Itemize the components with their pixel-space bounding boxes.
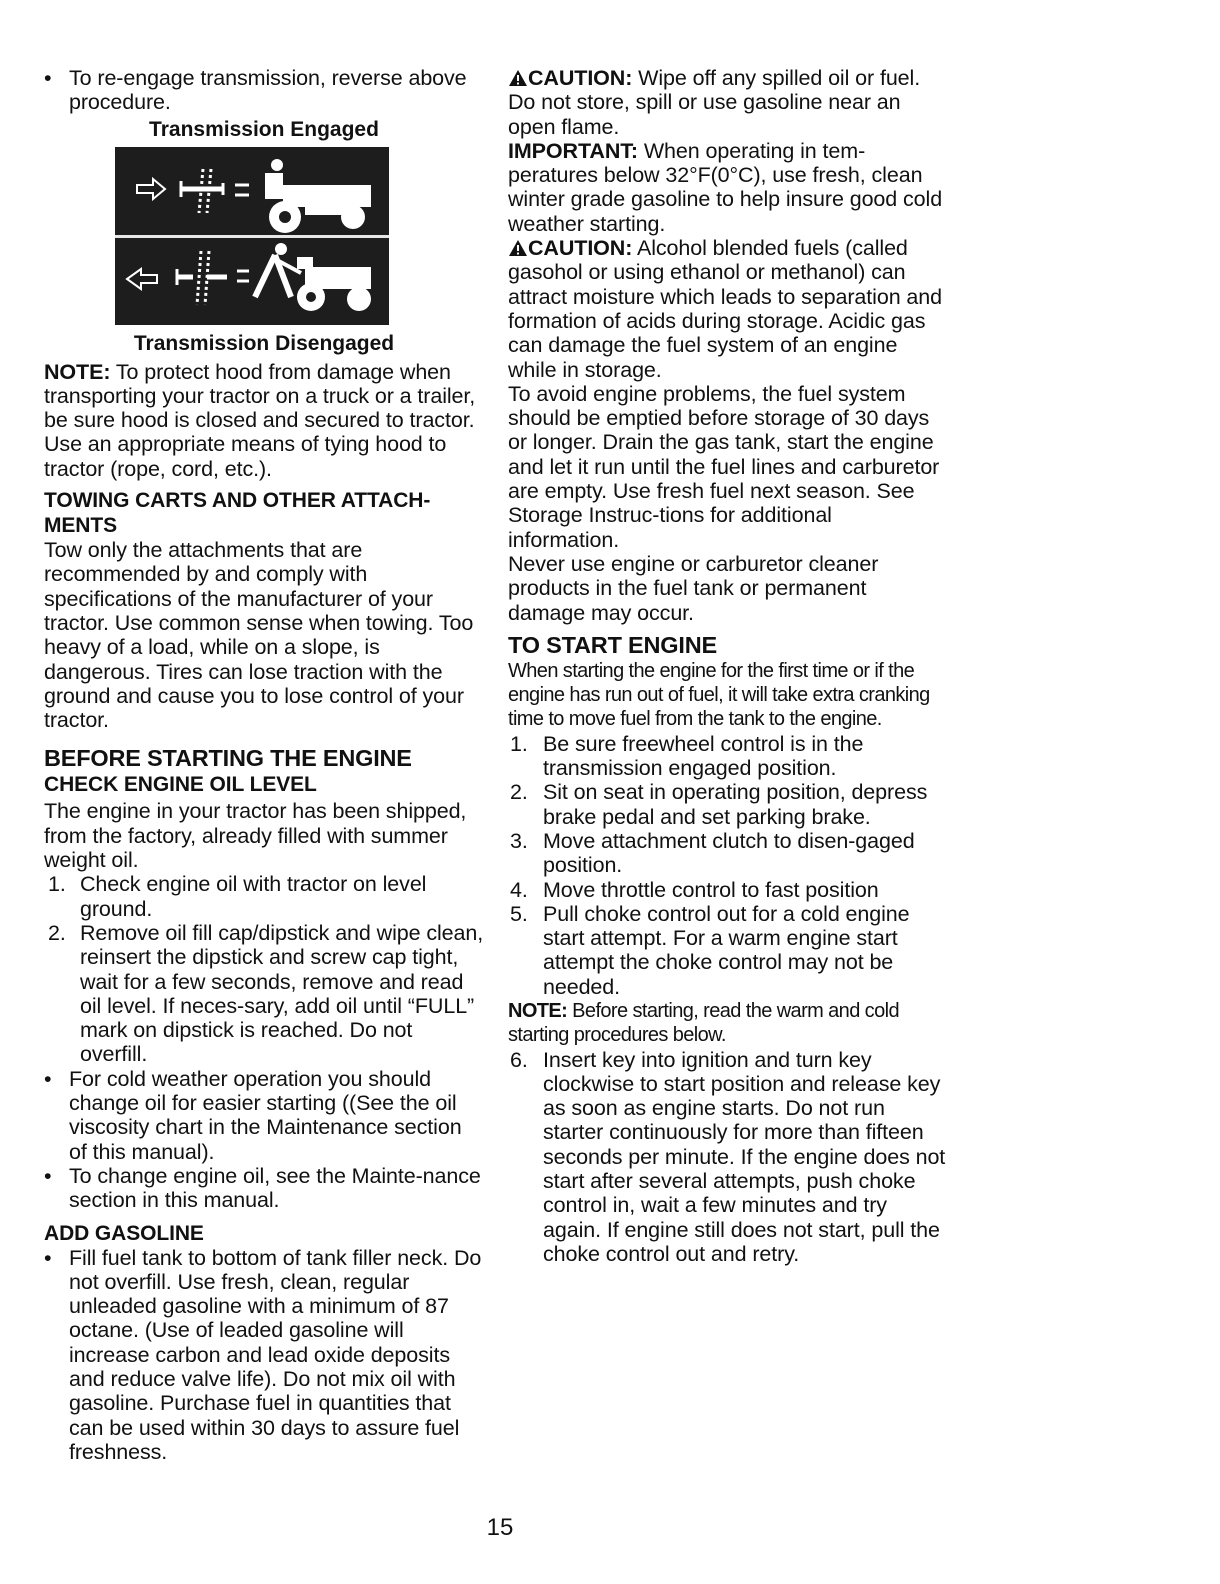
start-intro: When starting the engine for the first time or if the engine has run out of fuel, it will take extra cranking time to move fuel from the tank to the engine. (508, 659, 930, 731)
before-starting-heading: BEFORE STARTING THE ENGINE (44, 745, 412, 772)
warning-triangle-icon (508, 239, 528, 257)
caution-label: CAUTION: (528, 66, 633, 90)
step-text: Remove oil fill cap/dipstick and wipe clean, reinsert the dipstick and screw cap tight, wait for a few seconds, remove and read oil level. If neces-sary, add oil until “FULL” mark on dipstick is reached. Do not overfill. (80, 920, 484, 1067)
step-number: 2. (48, 920, 66, 945)
caution-text: Wipe off any spilled oil or fuel. Do not store, spill or use gasoline near an open flame. (508, 66, 921, 139)
warning-triangle-icon (508, 69, 528, 87)
step-number: 3. (510, 828, 528, 853)
oil-bullet-change: • To change engine oil, see the Mainte-nance section in this manual. (44, 1164, 484, 1213)
start-step-4 (508, 878, 948, 902)
note-text: To protect hood from damage when transporting your tractor on a truck or a trailer, be sure hood is closed and secured to tractor. Use an appropriate means of tying hood to tractor (rope, cord, etc.). (44, 359, 476, 481)
caption-engaged: Transmission Engaged (149, 117, 379, 141)
important-cold (508, 139, 948, 236)
step-text: Pull choke control out for a cold engine start attempt. For a warm engine start attempt the choke control may not be needed. (543, 901, 910, 999)
figure-divider (115, 235, 389, 238)
step-number: 2. (510, 780, 528, 805)
step-text: Move throttle control to fast position (543, 877, 879, 902)
right-column (508, 66, 948, 1266)
step-text: Check engine oil with tractor on level ground. (80, 872, 427, 921)
step-number: 5. (510, 901, 528, 926)
step-text: Move attachment clutch to disen-gaged position. (543, 828, 915, 878)
caution-text: Alcohol blended fuels (called gasohol or using ethanol or methanol) can attract moisture which leads to separation and formation of acids during storage. Acidic gas can damage the fuel system of an engine while in storage. (508, 236, 942, 382)
start-step-2 (508, 780, 948, 829)
oil-step-2 (44, 921, 484, 1067)
step-number: 1. (510, 731, 528, 756)
start-step-1 (508, 732, 948, 781)
step-text: Sit on seat in operating position, depress brake pedal and set parking brake. (543, 780, 928, 829)
start-note (508, 999, 948, 1048)
reengage-bullet: • To re-engage transmission, reverse above procedure. (44, 66, 484, 115)
step-number: 6. (510, 1047, 528, 1072)
caution-label: CAUTION: (528, 236, 633, 261)
oil-level-heading: CHECK ENGINE OIL LEVEL (44, 773, 317, 797)
step-text: Be sure freewheel control is in the transmission engaged position. (543, 731, 864, 781)
gasoline-bullet: • Fill fuel tank to bottom of tank filler neck. Do not overfill. Use fresh, clean, regular unleaded gasoline with a minimum of 87 octane. (Use of leaded gasoline will increase carbon and lead oxide deposits and reduce valve life). Do not mix oil with gasoline. Purchase fuel in quantities that can be used within 30 days to assure fuel freshness. (44, 1246, 484, 1465)
note-label: NOTE: (508, 999, 568, 1022)
step-number: 1. (48, 872, 66, 897)
start-engine-heading: TO START ENGINE (508, 631, 717, 658)
page-number: 15 (486, 1514, 514, 1541)
step-number: 4. (510, 877, 528, 902)
start-step-3 (508, 829, 948, 878)
hood-note (44, 360, 484, 481)
caption-disengaged: Transmission Disengaged (133, 331, 395, 355)
note-label: NOTE: (44, 359, 111, 384)
important-text: When operating in tem-peratures below 32°F(0°C), use fresh, clean winter grade gasoline to help insure good cold weather starting. (508, 138, 943, 236)
start-step-5 (508, 902, 948, 999)
note-text: Before starting, read the warm and cold starting procedures below. (508, 999, 899, 1047)
avoid-problems-text: To avoid engine problems, the fuel system should be emptied before storage of 30 days or longer. Drain the gas tank, start the engine and let it run until the fuel lines and carburetor are empty. Use fresh fuel next season. See Storage Instruc-tions for additional information. (508, 381, 940, 552)
oil-bullet-cold: • For cold weather operation you should change oil for easier starting ((See the oil viscosity chart in the Maintenance section of this manual). (44, 1067, 484, 1164)
towing-heading: TOWING CARTS AND OTHER ATTACH-MENTS (44, 489, 431, 538)
oil-step-1 (44, 872, 484, 921)
add-gasoline-heading: ADD GASOLINE (44, 1221, 204, 1245)
step-text: Insert key into ignition and turn key clockwise to start position and release key as soon as engine starts. Do not run starter continuously for more than fifteen seconds per minute. If the engine does not start after several attempts, push choke control in, wait a few minutes and try again. If engine still does not start, pull the choke control out and retry. (543, 1047, 946, 1266)
important-label: IMPORTANT: (508, 138, 638, 163)
caution-alcohol (508, 236, 948, 382)
transmission-figure (115, 147, 389, 325)
left-column (44, 66, 484, 1464)
caution-spill (508, 66, 948, 139)
towing-text: Tow only the attachments that are recommended by and comply with specifications of the manufacturer of your tractor. Use common sense when towing. Too heavy of a load, while on a slope, is dangerous. Tires can lose traction with the ground and cause you to lose control of your tractor. (44, 538, 474, 733)
start-step-6 (508, 1048, 948, 1267)
oil-intro: The engine in your tractor has been shipped, from the factory, already filled with summer weight oil. (44, 799, 467, 873)
never-cleaner-text: Never use engine or carburetor cleaner products in the fuel tank or permanent damage may occur. (508, 551, 879, 625)
